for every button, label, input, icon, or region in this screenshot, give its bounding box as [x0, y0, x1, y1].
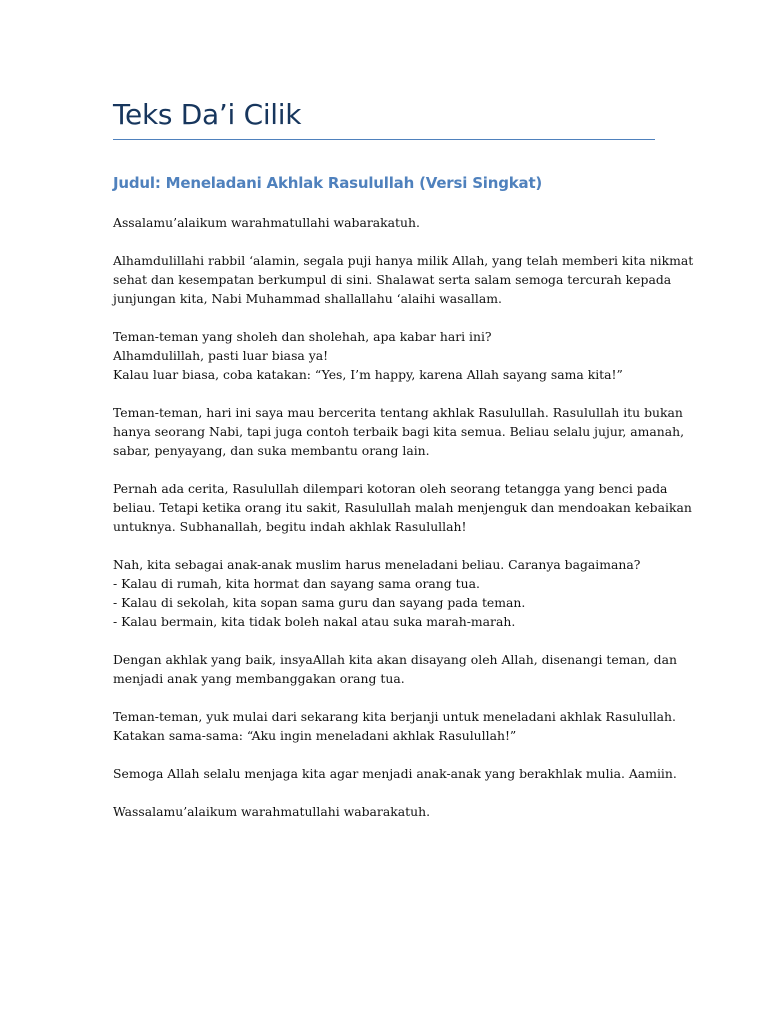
paragraph	[113, 650, 677, 688]
paragraph-line: Wassalamu’alaikum warahmatullahi wabarakatuh.	[113, 804, 431, 819]
document-subtitle: Judul: Meneladani Akhlak Rasulullah (Versi Singkat)	[113, 174, 543, 192]
paragraph-line: Nah, kita sebagai anak-anak muslim harus meneladani beliau. Caranya bagaimana?	[113, 557, 641, 572]
document-title: Teks Da’i Cilik	[113, 98, 302, 131]
paragraph-line: - Kalau di rumah, kita hormat dan sayang sama orang tua.	[113, 576, 480, 591]
paragraph-line: Teman-teman yang sholeh dan sholehah, apa kabar hari ini?	[113, 329, 492, 344]
paragraph-line: Kalau luar biasa, coba katakan: “Yes, I’m happy, karena Allah sayang sama kita!”	[113, 367, 623, 382]
paragraph	[113, 403, 685, 460]
paragraph-line: Dengan akhlak yang baik, insyaAllah kita akan disayang oleh Allah, disenangi teman, dan	[113, 652, 677, 667]
paragraph	[113, 327, 655, 384]
paragraph-line: junjungan kita, Nabi Muhammad shallallahu ‘alaihi wasallam.	[113, 291, 502, 306]
document-page	[113, 96, 694, 840]
paragraph	[113, 802, 655, 821]
paragraph-line: sehat dan kesempatan berkumpul di sini. Shalawat serta salam semoga tercurah kepada	[113, 272, 672, 287]
paragraph-line: beliau. Tetapi ketika orang itu sakit, Rasulullah malah menjenguk dan mendoakan kebaikan	[113, 500, 692, 515]
paragraph	[113, 555, 655, 631]
paragraph	[113, 251, 694, 308]
paragraph	[113, 213, 655, 232]
title-divider	[113, 139, 655, 140]
paragraph	[113, 479, 692, 536]
paragraph-line: - Kalau bermain, kita tidak boleh nakal atau suka marah-marah.	[113, 614, 516, 629]
paragraph-line: untuknya. Subhanallah, begitu indah akhlak Rasulullah!	[113, 519, 467, 534]
paragraph-line: Teman-teman, yuk mulai dari sekarang kita berjanji untuk meneladani akhlak Rasulullah.	[113, 709, 676, 724]
paragraph-line: sabar, penyayang, dan suka membantu orang lain.	[113, 443, 430, 458]
paragraph-line: Teman-teman, hari ini saya mau bercerita tentang akhlak Rasulullah. Rasulullah itu bukan	[113, 405, 683, 420]
paragraph-line: Alhamdulillahi rabbil ‘alamin, segala puji hanya milik Allah, yang telah memberi kita nikmat	[113, 253, 694, 268]
paragraph	[113, 707, 676, 745]
paragraph-line: menjadi anak yang membanggakan orang tua.	[113, 671, 405, 686]
document-body	[113, 213, 694, 821]
paragraph-line: Semoga Allah selalu menjaga kita agar menjadi anak-anak yang berakhlak mulia. Aamiin.	[113, 766, 677, 781]
paragraph-line: Alhamdulillah, pasti luar biasa ya!	[113, 348, 329, 363]
paragraph-line: Assalamu’alaikum warahmatullahi wabarakatuh.	[113, 215, 420, 230]
paragraph-line: - Kalau di sekolah, kita sopan sama guru dan sayang pada teman.	[113, 595, 526, 610]
paragraph-line: Katakan sama-sama: “Aku ingin meneladani akhlak Rasulullah!”	[113, 728, 517, 743]
paragraph	[113, 764, 677, 783]
paragraph-line: Pernah ada cerita, Rasulullah dilempari kotoran oleh seorang tetangga yang benci pada	[113, 481, 668, 496]
paragraph-line: hanya seorang Nabi, tapi juga contoh terbaik bagi kita semua. Beliau selalu jujur, amanah,	[113, 424, 685, 439]
